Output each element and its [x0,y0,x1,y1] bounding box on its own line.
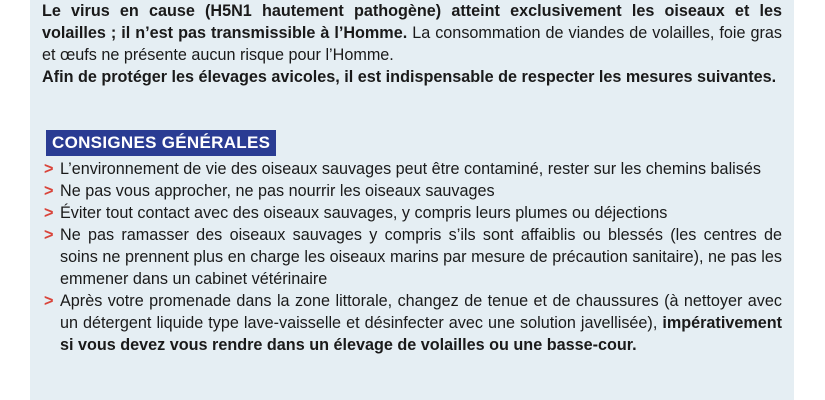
list-item-text: L’environnement de vie des oiseaux sauvages peut être contaminé, rester sur les chemins balisés [60,160,761,178]
intro-paragraph-2: Afin de protéger les élevages avicoles, il est indispensable de respecter les mesures suivantes. [42,68,777,86]
intro-bold-statement: Le virus en cause (H5N1 hautement pathogène) atteint exclusivement les oiseaux et les volailles ; il n’est pas transmissible à l’Homme. [42,2,782,42]
intro-text [42,0,782,88]
list-item [42,290,782,356]
list-item-bold-text: impérativement si vous devez vous rendre dans un élevage de volailles ou une basse-cour. [60,314,782,354]
list-item-text: Ne pas ramasser des oiseaux sauvages y compris s’ils sont affaiblis ou blessés (les centres de soins ne prennent plus en charge les oiseaux marins par mesure de précaution sanitaire), ne pas les emmener dans un cabinet vétérinaire [60,226,782,288]
list-item-text: Éviter tout contact avec des oiseaux sauvages, y compris leurs plumes ou déjections [60,204,668,222]
list-item-text: Ne pas vous approcher, ne pas nourrir les oiseaux sauvages [60,182,495,200]
bullet-arrow-icon: > [44,292,54,310]
bullet-arrow-icon: > [44,182,54,200]
bullet-arrow-icon: > [44,226,54,244]
bullet-arrow-icon: > [44,160,54,178]
list-item-text: Après votre promenade dans la zone littorale, changez de tenue et de chaussures (à nettoyer avec un détergent liquide type lave-vaisselle et désinfecter avec une solution javellisée), [60,292,782,332]
intro-paragraph-1 [42,0,782,66]
list-item [42,158,782,180]
list-item [42,224,782,290]
intro-statement: La consommation de viandes de volailles, foie gras et œufs ne présente aucun risque pour l’Homme. [42,24,782,64]
list-item [42,202,782,224]
bullet-arrow-icon: > [44,204,54,222]
section-title: CONSIGNES GÉNÉRALES [46,130,276,156]
info-panel [30,0,794,400]
guidelines-list [42,158,782,356]
list-item [42,180,782,202]
